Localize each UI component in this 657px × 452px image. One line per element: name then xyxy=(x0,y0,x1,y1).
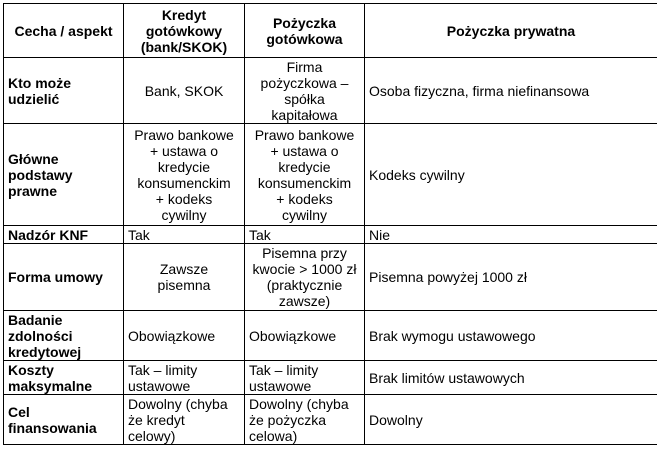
cell-private-loan: Pisemna powyżej 1000 zł xyxy=(365,244,657,311)
comparison-table xyxy=(3,3,657,445)
cell-private-loan: Osoba fizyczna, firma niefinansowa xyxy=(365,58,657,124)
cell-cash-credit: Prawo bankowe + ustawa o kredycie konsumenckim + kodeks cywilny xyxy=(124,124,245,226)
cell-cash-loan: Dowolny (chyba że pożyczka celowa) xyxy=(245,395,365,445)
table-row xyxy=(4,58,657,124)
table-row xyxy=(4,124,657,226)
cell-private-loan: Dowolny xyxy=(365,395,657,445)
row-label: Kto może udzielić xyxy=(4,58,124,124)
cell-cash-credit: Tak xyxy=(124,226,245,244)
header-cash-credit: Kredyt gotówkowy (bank/SKOK) xyxy=(124,4,245,58)
cell-cash-credit: Dowolny (chyba że kredyt celowy) xyxy=(124,395,245,445)
cell-private-loan: Brak limitów ustawowych xyxy=(365,361,657,395)
table-row xyxy=(4,395,657,445)
cell-cash-credit: Bank, SKOK xyxy=(124,58,245,124)
cell-cash-loan: Obowiązkowe xyxy=(245,311,365,361)
cell-cash-loan: Prawo bankowe + ustawa o kredycie konsumenckim + kodeks cywilny xyxy=(245,124,365,226)
table-row xyxy=(4,311,657,361)
row-label: Główne podstawy prawne xyxy=(4,124,124,226)
table-row xyxy=(4,361,657,395)
row-label: Forma umowy xyxy=(4,244,124,311)
cell-cash-credit: Tak – limity ustawowe xyxy=(124,361,245,395)
cell-private-loan: Kodeks cywilny xyxy=(365,124,657,226)
cell-private-loan: Nie xyxy=(365,226,657,244)
row-label: Koszty maksymalne xyxy=(4,361,124,395)
header-aspect: Cecha / aspekt xyxy=(4,4,124,58)
row-label: Nadzór KNF xyxy=(4,226,124,244)
cell-cash-loan: Firma pożyczkowa – spółka kapitałowa xyxy=(245,58,365,124)
row-label: Cel finansowania xyxy=(4,395,124,445)
cell-cash-credit: Zawsze pisemna xyxy=(124,244,245,311)
header-private-loan: Pożyczka prywatna xyxy=(365,4,657,58)
cell-cash-loan: Tak – limity ustawowe xyxy=(245,361,365,395)
cell-cash-credit: Obowiązkowe xyxy=(124,311,245,361)
cell-private-loan: Brak wymogu ustawowego xyxy=(365,311,657,361)
table-row xyxy=(4,226,657,244)
cell-cash-loan: Tak xyxy=(245,226,365,244)
header-cash-loan: Pożyczka gotówkowa xyxy=(245,4,365,58)
cell-cash-loan: Pisemna przy kwocie > 1000 zł (praktycznie zawsze) xyxy=(245,244,365,311)
table-row xyxy=(4,244,657,311)
row-label: Badanie zdolności kredytowej xyxy=(4,311,124,361)
header-row xyxy=(4,4,657,58)
